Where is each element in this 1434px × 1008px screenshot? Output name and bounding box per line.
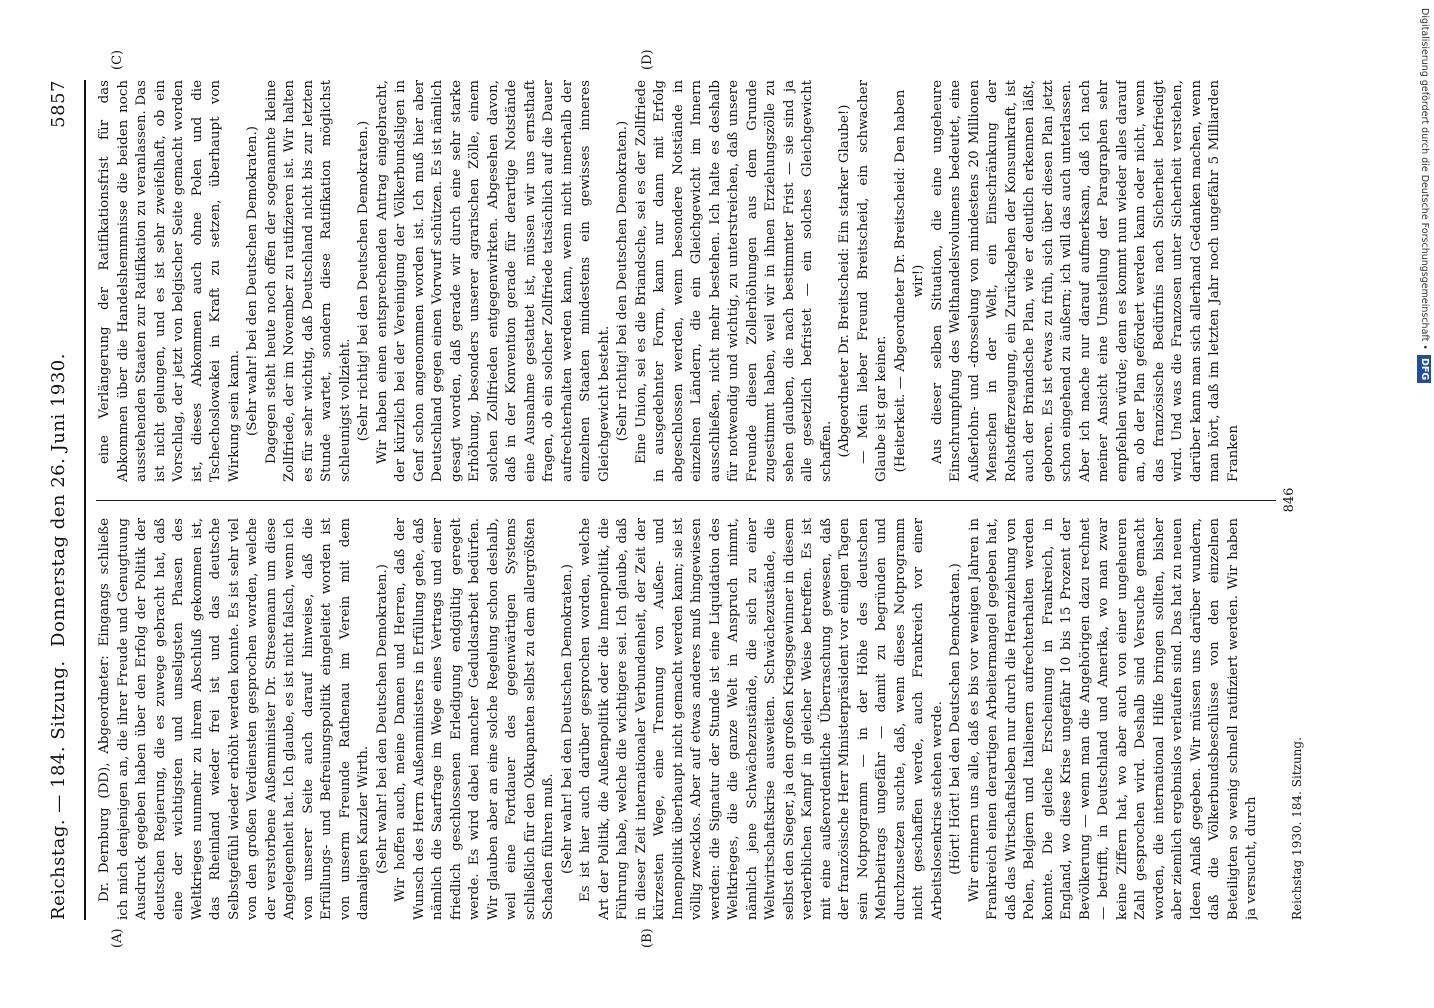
- footer-reference: Reichstag 1930. 184. Sitzung.: [1290, 737, 1304, 920]
- dfg-credit-text: Digitalisierung gefördert durch die Deutsche Forschungsgemeinschaft •: [1419, 8, 1430, 350]
- header-left: Reichstag. — 184. Sitzung.: [48, 660, 69, 920]
- paragraph: eine Verlängerung der Ratifikationsfrist für das Abkommen über die Handelshemmnisse die beiden noch ausstehenden Staaten zur Ratifikation zu veranlassen. Das ist nicht gelungen, und es ist sehr zweifelhaft, ob ein Vorschlag, der jetzt von belgischer Seite gemacht worden ist, dieses Abkommen auch ohne Polen und die Tschechoslowakei in Kraft zu setzen, überhaupt von Wirkung sein kann.: [97, 80, 242, 482]
- header-rule: [84, 80, 86, 920]
- paragraph: Eine Union, sei es die Briandsche, sei es der Zollfriede in ausgedehnter Form, kann nur dann mit Erfolg abgeschlossen werden, wenn besondere Notstände in einzelnen Ländern, die ein Gleichgewicht im Innern ausschließen, nicht mehr bestehen. Ich halte es deshalb für notwendig und wichtig, zu unterstreichen, daß unsere Freunde diesen Zollerhöhungen aus dem Grunde zugestimmt haben, weil wir in ihnen Erziehungszölle zu sehen glauben, die nach bestimmter Frist — sie sind ja alle gesetzlich befristet — ein solches Gleichgewicht schaffen.: [633, 80, 834, 482]
- paragraph: Wir haben einen entsprechenden Antrag eingebracht, der kürzlich bei der Vereinigung der Völkerbundsligen in Genf schon angenommen worden ist. Ich muß hier aber Deutschland gegen einen Vorwurf schützen. Es ist nämlich gesagt worden, daß gerade wir durch eine sehr starke Erhöhung, besonders unserer agrarischen Zölle, einem solchen Zollfrieden entgegenwirkten. Abgesehen davon, daß in der Konvention gerade für derartige Notstände eine Ausnahme gestattet ist, müssen wir uns ernsthaft fragen, ob ein solcher Zollfriede tatsächlich auf die Dauer aufrechterhalten werden kann, wenn nicht innerhalb der einzelnen Staaten mindestens ein gewisses inneres Gleichgewicht besteht.: [374, 80, 612, 482]
- page-header: [48, 80, 80, 920]
- interjection: (Heiterkeit. — Abgeordneter Dr. Breitscheid: Den haben wir!): [892, 89, 926, 473]
- footer-page-number: 846: [1282, 487, 1297, 513]
- margin-marker-d: (D): [640, 49, 655, 70]
- paragraph: Aus dieser selben Situation, die eine ungeheure Einschrumpfung des Welthandelsvolumens bedeutet, eine Außerlohn- und -drosselung von mindestens 20 Millionen Menschen in der Welt, ein Einschränkung der Rohstofferzeugung, ein Zurückgehen der Konsumkraft, ist auch der Briandsche Plan, wie er deutlich erkennen läßt, geboren. Es ist etwas zu früh, sich über diesen Plan jetzt schon eingehend zu äußern; ich will das auch unterlassen. Aber ich mache nur darauf aufmerksam, daß ich nach meiner Ansicht eine Umstellung der Paragraphen sehr empfehlen würde; denn es kommt nun wieder alles darauf an, ob der Plan gefördert werden kann oder nicht, wenn das französische Bedürfnis nach Sicherheit befriedigt wird. Und was die Franzosen unter Sicherheit verstehen, darüber kann man sich allerhand Gedanken machen, wenn man hört, daß im letzten Jahr noch ungefähr 5 Milliarden Franken: [929, 80, 1241, 482]
- interjection: (Sehr richtig! bei den Deutschen Demokraten.): [615, 120, 630, 442]
- interjection: (Sehr wahr! bei den Deutschen Demokraten.): [374, 564, 390, 874]
- dfg-sidebar: [1414, 0, 1434, 1000]
- paragraph: Dagegen steht heute noch offen der sogenannte kleine Zollfriede, der im November zu ratifizieren ist. Wir halten es für sehr wichtig, daß Deutschland nicht bis zur letzten Stunde wartet, sondern diese Ratifikation möglichst schleunigst vollzieht.: [263, 80, 353, 482]
- interjection: (Abgeordneter Dr. Breitscheid: Ein starker Glaube!): [837, 104, 852, 458]
- paragraph: Wir erinnern uns alle, daß es bis vor wenigen Jahren in Frankreich einen derartigen Arbeitermangel gegeben hat, daß das Wirtschaftsleben nur durch die Heranziehung von Polen, Belgiern und Italienern aufrechterhalten werden konnte. Die gleiche Erscheinung in Frankreich, in England, wo diese Krise ungefähr 10 bis 15 Prozent der Bevölkerung — wenn man die Angehörigen dazu rechnet — betrifft, in Deutschland und Amerika, wo man zwar keine Ziffern hat, wo aber auch von einer ungeheuren Zahl gesprochen wird. Deshalb sind Versuche gemacht worden, die international Hilfe bringen sollten, bisher aber ziemlich ergebnislos verlaufen sind. Das hat zu neuen Ideen Anlaß gegeben. Wir müssen uns darüber wundern, daß die Völkerbundsbeschlüsse von den einzelnen Beteiligten so wenig schnell ratifiziert werden. Wir haben ja versucht, durch: [966, 518, 1259, 920]
- header-date: Donnerstag den 26. Juni 1930.: [48, 353, 69, 647]
- dfg-credit: [1414, 0, 1434, 1008]
- margin-marker-b: (B): [640, 928, 655, 948]
- left-column: [96, 518, 1276, 920]
- margin-marker-c: (C): [110, 49, 125, 70]
- column-separator: [96, 500, 1276, 501]
- right-column: [96, 80, 1276, 482]
- margin-marker-a: (A): [110, 928, 125, 948]
- interjection: (Sehr wahr! bei den Deutschen Demokraten.): [245, 126, 260, 436]
- interjection: (Sehr wahr! bei den Deutschen Demokraten.): [559, 564, 575, 874]
- dfg-logo: DFG: [1417, 355, 1431, 383]
- interjection: (Hört! Hört! bei den Deutschen Demokraten.): [948, 563, 963, 875]
- paragraph: — Mein lieber Freund Breitscheid, ein schwacher Glaube ist gar keiner.: [855, 80, 889, 482]
- interjection: (Sehr richtig! bei den Deutschen Demokraten.): [356, 120, 371, 442]
- paragraph: Wir hoffen auch, meine Damen und Herren, daß der Wunsch des Herrn Außenministers in Erfüllung gehe, daß nämlich die Saarfrage im Wege eines Vertrags und einer friedlich geschlossenen Erledigung endgültig geregelt werde. Es wird dabei mancher Geduldsarbeit bedürfen. Wir glauben aber an eine solche Regelung schon deshalb, weil eine Fortdauer des gegenwärtigen Systems schließlich für den Okkupanten selbst zu dem allergrößten Schaden führen muß.: [393, 518, 556, 920]
- paragraph: Dr. Dernburg (DD), Abgeordneter: Eingangs schließe ich mich denjenigen an, die ihrer Freude und Genugtuung Ausdruck gegeben haben über den Erfolg der Politik der deutschen Regierung, die es zuwege gebracht hat, daß eine der wichtigsten und unseligsten Phasen des Weltkrieges nunmehr zu ihrem Abschluß gekommen ist, das Rheinland wieder frei ist und das deutsche Selbstgefühl wieder erhöht werden konnte. Es ist sehr viel von den großen Verdiensten gesprochen worden, welche der verstorbene Außenminister Dr. Stresemann um diese Angelegenheit hat. Ich glaube, es ist nicht falsch, wenn ich von unserer Seite auch darauf hinweise, daß die Erfüllungs- und Befreiungspolitik eingeleitet worden ist von unserm Freunde Rathenau im Verein mit dem damaligen Kanzler Wirth.: [97, 518, 371, 920]
- header-page-number: 5857: [48, 80, 69, 128]
- paragraph: Es ist hier auch darüber gesprochen worden, welche Art der Politik, die Außenpolitik oder die Innenpolitik, die Führung habe, welche die wichtigere sei. Ich glaube, daß in dieser Zeit internationaler Verbundenheit, der Zeit der kürzesten Wege, eine Trennung von Außen- und Innenpolitik überhaupt nicht gemacht werden kann; sie ist völlig zwecklos. Aber auf etwas anderes muß hingewiesen werden: die Signatur der Stunde ist eine Liquidation des Weltkrieges, die die ganze Welt in Anspruch nimmt, nämlich jene Schwächezustände, die sich zu einer Weltwirtschaftskrise ausweiten. Schwächezustände, die selbst den Sieger, ja den großen Kriegsgewinner in diesem verderblichen Kampf in gleicher Weise betreffen. Es ist mit eine außerordentliche Überraschung gewesen, daß der französische Herr Ministerpräsident vor einigen Tagen sein Notprogramm — in der Höhe des deutschen Mehrbeitrags ungefähr — damit zu begründen und durchzusetzen suchte, daß, wenn dieses Notprogramm nicht geschaffen werde, auch Frankreich vor einer Arbeitslosenkrise stehen werde.: [578, 518, 945, 920]
